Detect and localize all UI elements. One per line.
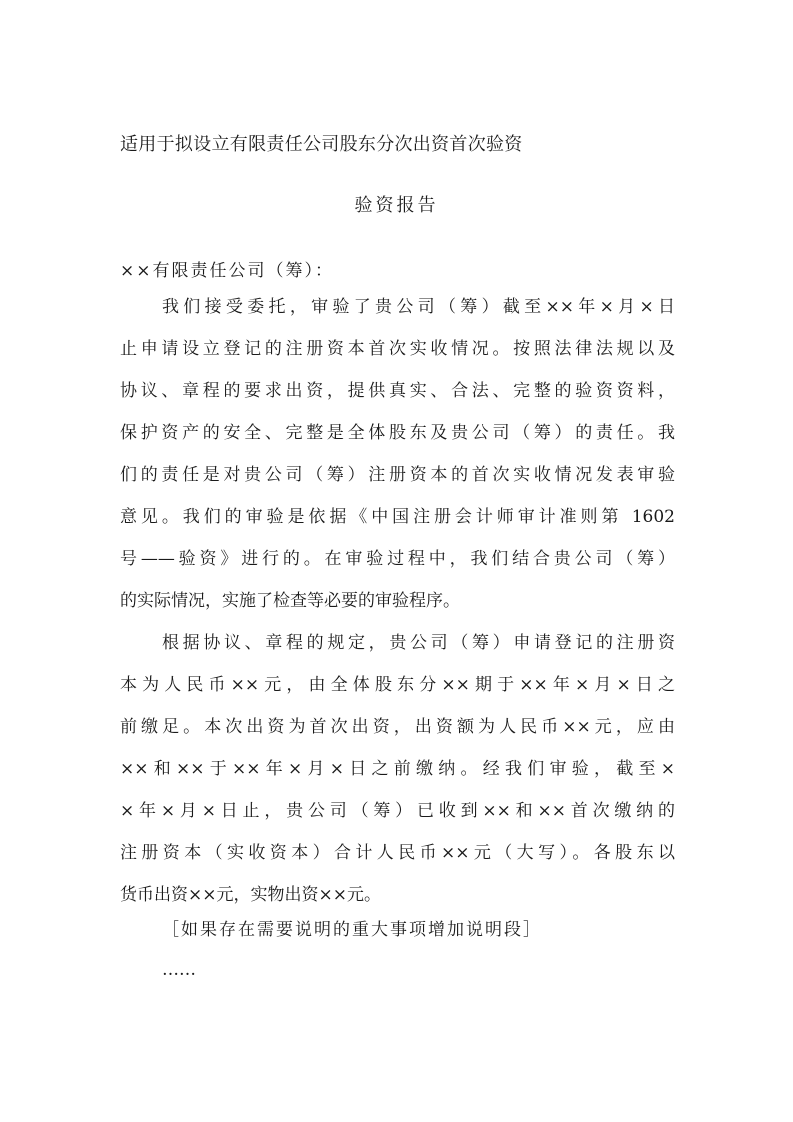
paragraph-1-line: 的实际情况，实施了检查等必要的审验程序。 <box>120 591 460 611</box>
paragraph-2-line: 根据协议、章程的规定，贵公司（筹）申请登记的注册资 <box>162 633 675 653</box>
paragraph-2-line: 货币出资××元，实物出资××元。 <box>120 885 381 905</box>
paragraph-1-line: 协议、章程的要求出资，提供真实、合法、完整的验资资料， <box>120 381 675 401</box>
report-title: 验资报告 <box>354 195 439 216</box>
explanatory-note-placeholder: ［如果存在需要说明的重大事项增加说明段］ <box>162 920 542 940</box>
paragraph-1-line: 意见。我们的审验是依据《中国注册会计师审计准则第 1602 <box>120 507 675 527</box>
paragraph-1-line: 止申请设立登记的注册资本首次实收情况。按照法律法规以及 <box>120 339 675 359</box>
paragraph-1-line: 我们接受委托，审验了贵公司（筹）截至××年×月×日 <box>162 297 675 317</box>
paragraph-1-line: 保护资产的安全、完整是全体股东及贵公司（筹）的责任。我 <box>120 423 675 443</box>
document-heading: 适用于拟设立有限责任公司股东分次出资首次验资 <box>120 134 523 155</box>
paragraph-2-line: 前缴足。本次出资为首次出资，出资额为人民币××元，应由 <box>120 717 675 737</box>
paragraph-2-line: ×年×月×日止，贵公司（筹）已收到××和××首次缴纳的 <box>120 801 675 821</box>
paragraph-1-line: 们的责任是对贵公司（筹）注册资本的首次实收情况发表审验 <box>120 465 675 485</box>
salutation: ××有限责任公司（筹）： <box>120 261 334 281</box>
paragraph-2-line: 注册资本（实收资本）合计人民币××元（大写）。各股东以 <box>120 843 675 863</box>
paragraph-2-line: 本为人民币××元，由全体股东分××期于××年×月×日之 <box>120 675 675 695</box>
paragraph-1-line: 号——验资》进行的。在审验过程中，我们结合贵公司（筹） <box>120 549 675 569</box>
paragraph-2-line: ××和××于××年×月×日之前缴纳。经我们审验，截至× <box>120 759 675 779</box>
continuation-ellipsis: …… <box>162 960 196 980</box>
